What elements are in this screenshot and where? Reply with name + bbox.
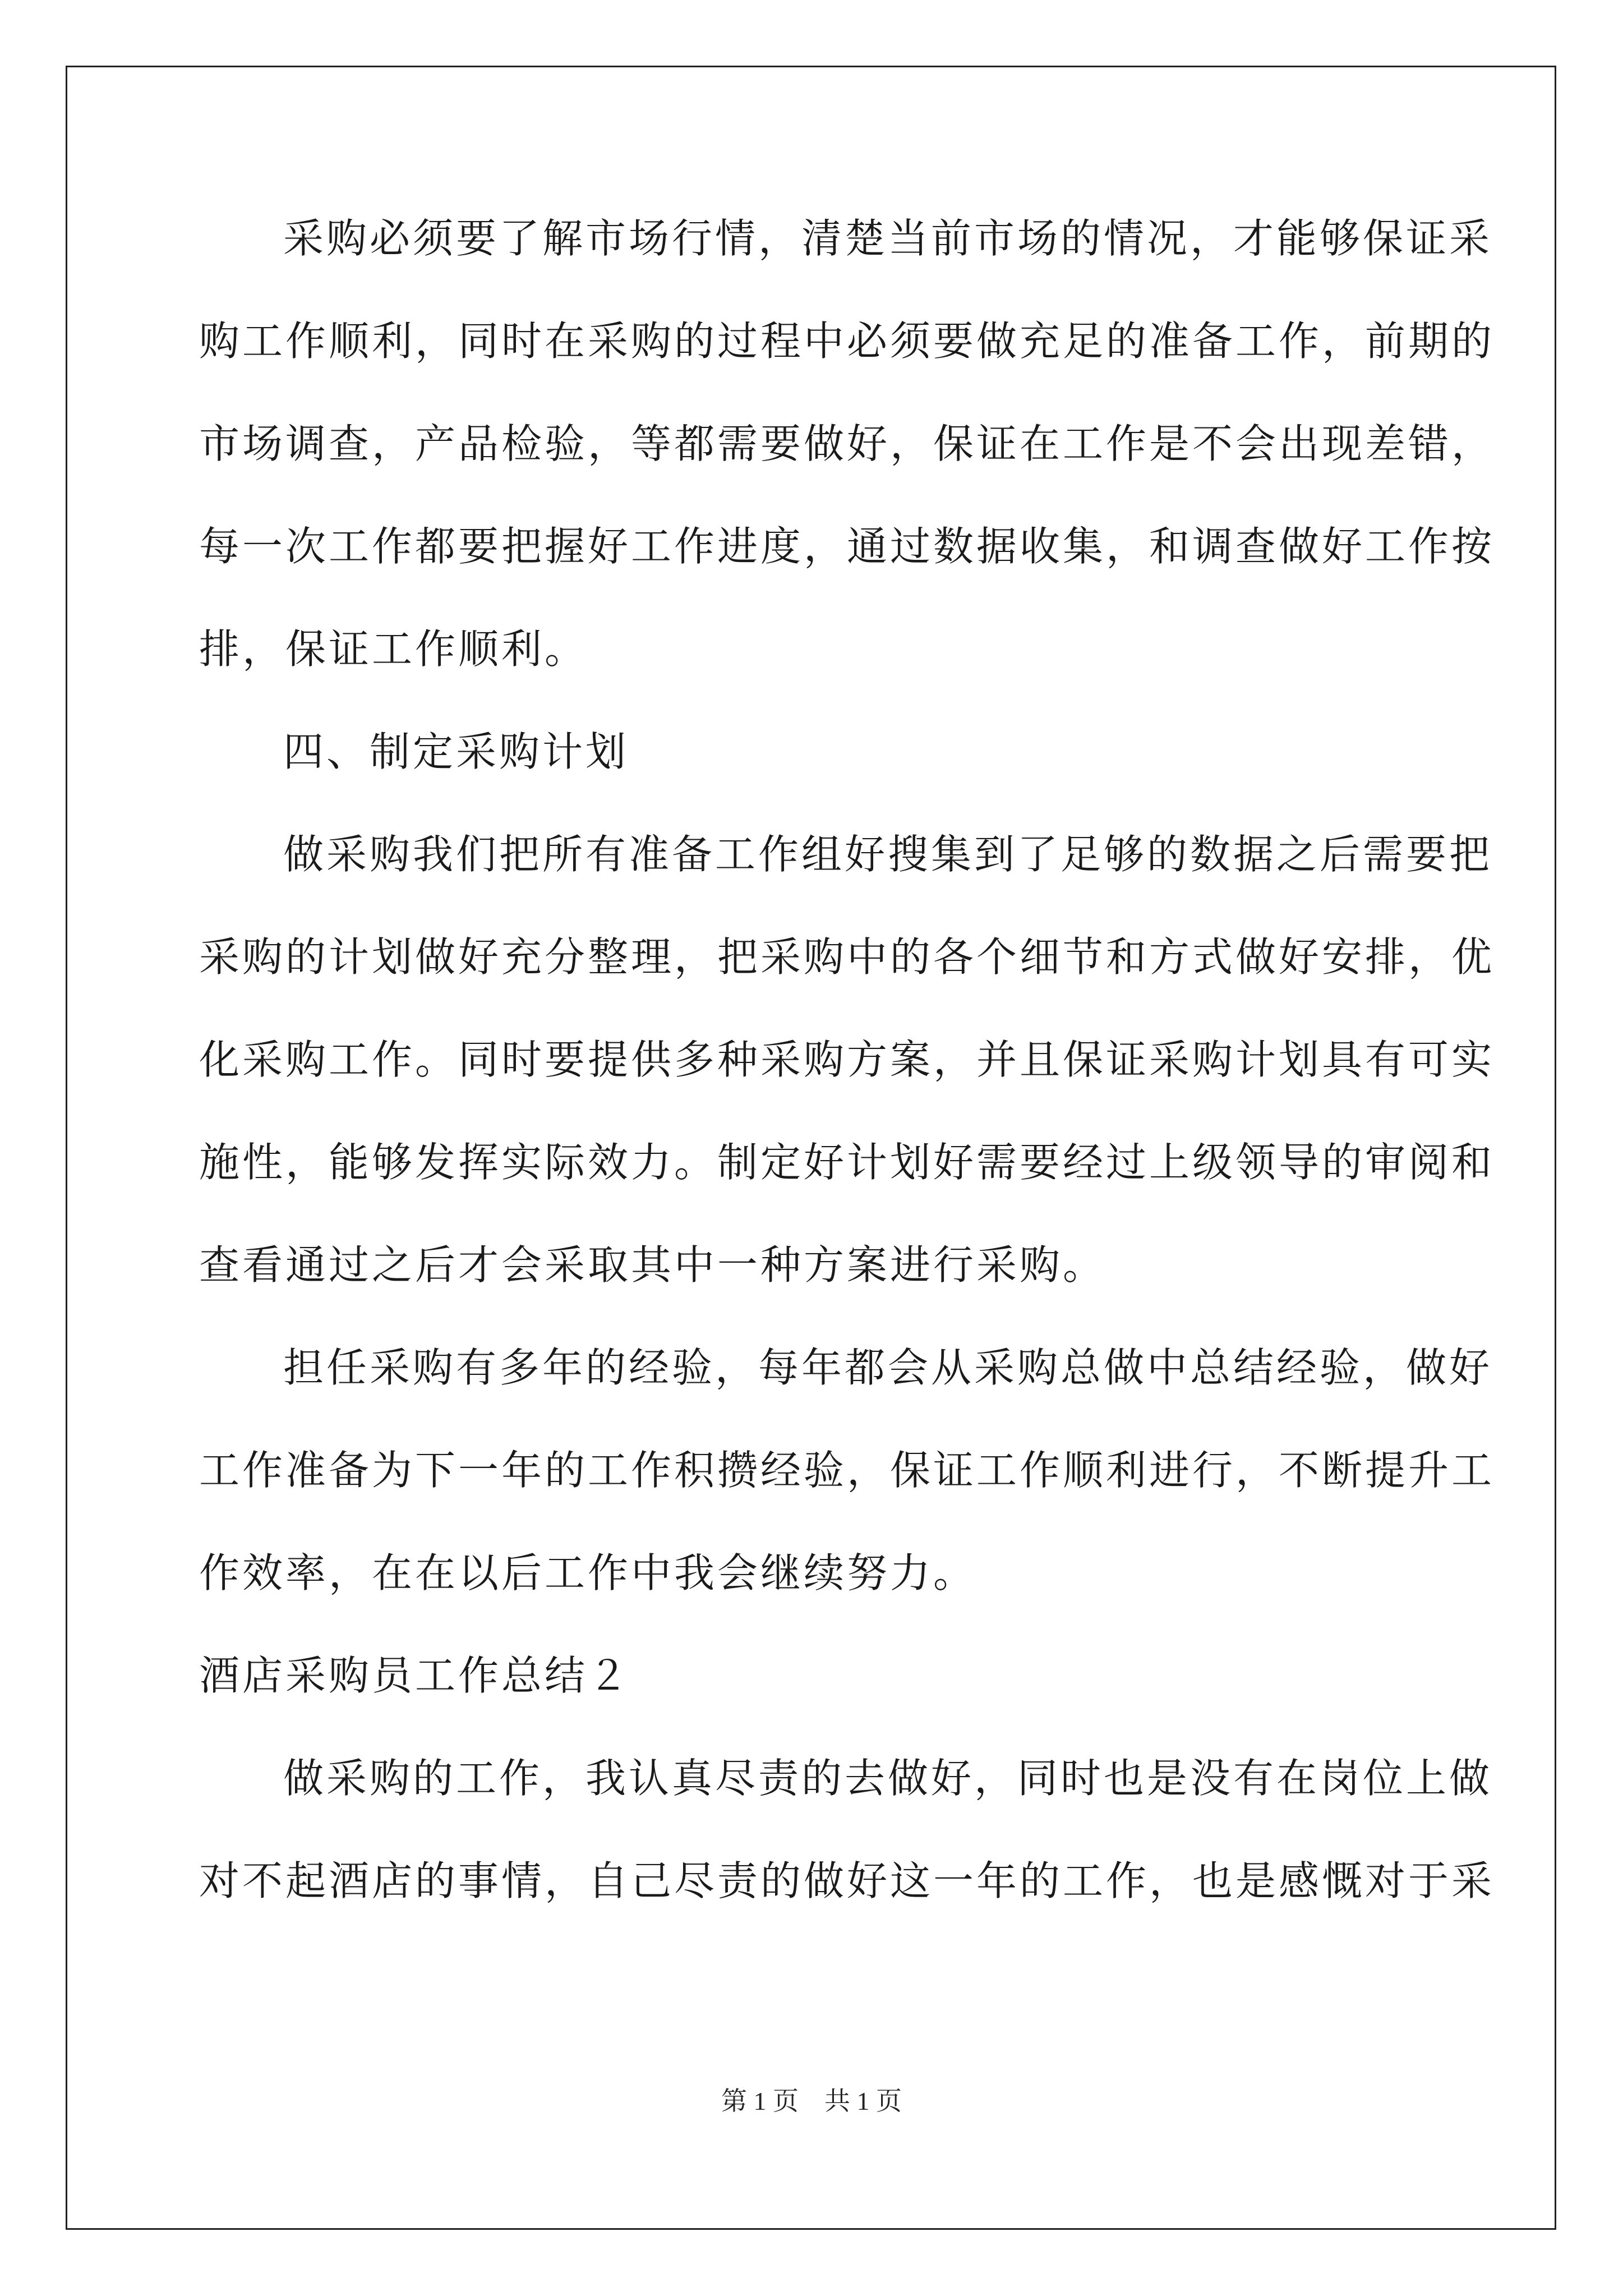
section-heading: 四、制定采购计划 [283,728,629,775]
paragraph-line: 购工作顺利，同时在采购的过程中必须要做充足的准备工作，前期的 [199,318,1495,365]
document-title: 酒店采购员工作总结２ [199,1652,631,1699]
paragraph-line: 施性，能够发挥实际效力。制定好计划好需要经过上级领导的审阅和 [199,1139,1495,1186]
paragraph-line: 担任采购有多年的经验，每年都会从采购总做中总结经验，做好 [283,1344,1493,1391]
paragraph-line: 采购的计划做好充分整理，把采购中的各个细节和方式做好安排，优 [199,933,1495,981]
paragraph-line: 做采购的工作，我认真尽责的去做好，同时也是没有在岗位上做 [283,1755,1493,1802]
paragraph-line: 每一次工作都要把握好工作进度，通过数据收集，和调查做好工作按 [199,523,1495,570]
paragraph-line: 采购必须要了解市场行情，清楚当前市场的情况，才能够保证采 [283,215,1493,262]
paragraph-line: 工作准备为下一年的工作积攒经验，保证工作顺利进行，不断提升工 [199,1447,1495,1494]
paragraph-line: 化采购工作。同时要提供多种采购方案，并且保证采购计划具有可实 [199,1036,1495,1083]
paragraph-line: 查看通过之后才会采取其中一种方案进行采购。 [199,1241,1106,1289]
paragraph-line: 市场调查，产品检验，等都需要做好，保证在工作是不会出现差错， [199,420,1495,467]
page-footer: 第 1 页 共 1 页 [721,2087,902,2115]
paragraph-line: 对不起酒店的事情，自己尽责的做好这一年的工作，也是感慨对于采 [199,1857,1495,1904]
paragraph-line: 做采购我们把所有准备工作组好搜集到了足够的数据之后需要把 [283,831,1493,878]
paragraph-line: 排，保证工作顺利。 [199,625,588,673]
paragraph-line: 作效率，在在以后工作中我会继续努力。 [199,1549,977,1596]
